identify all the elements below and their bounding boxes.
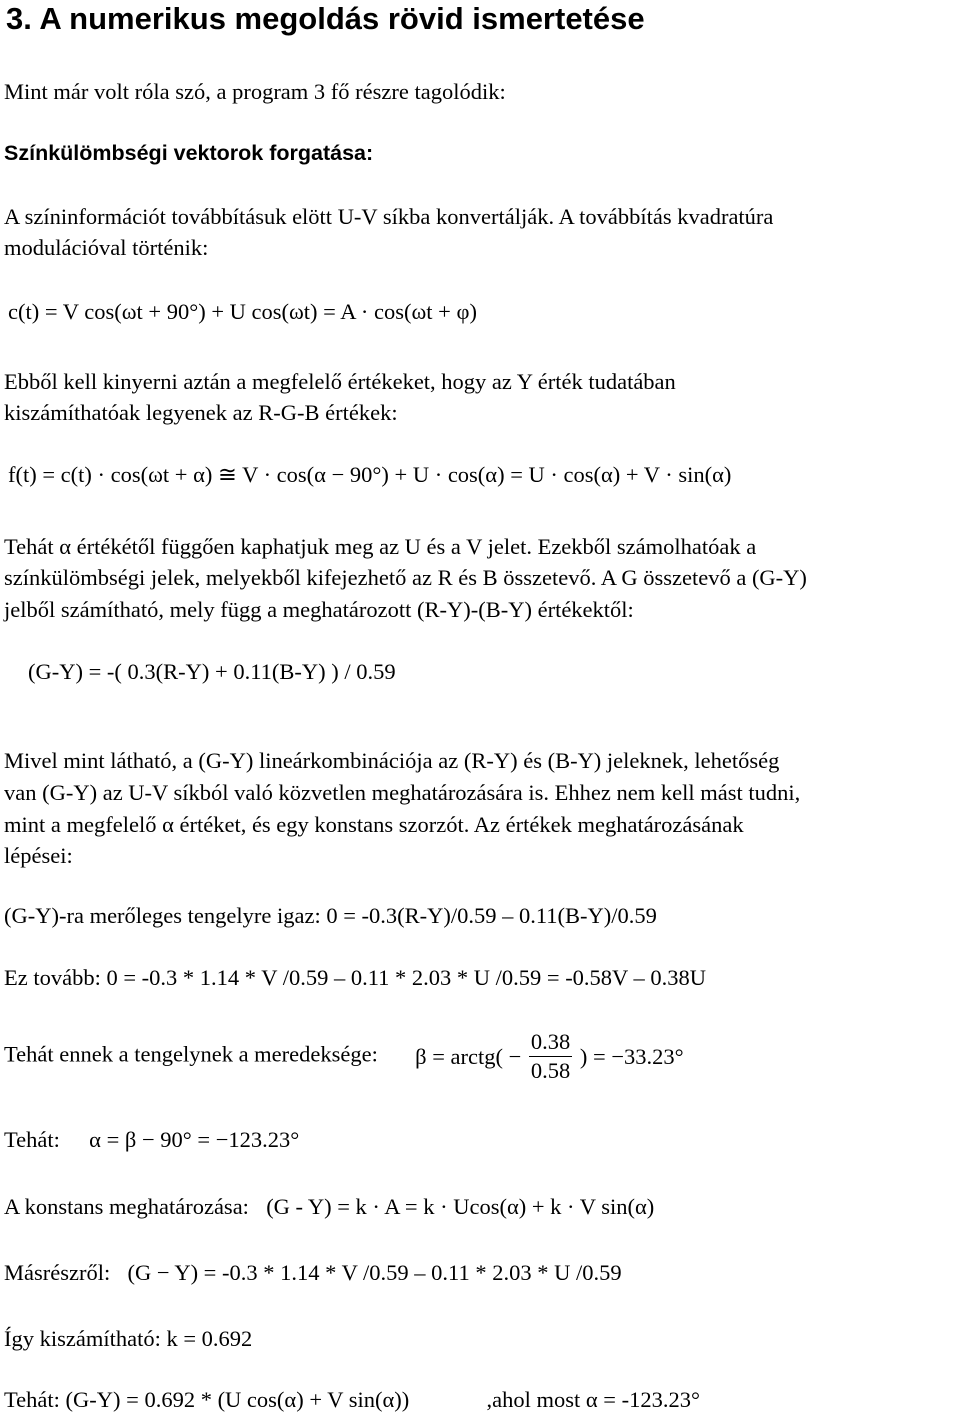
subsection-heading: Színkülömbségi vektorok forgatása: [4, 141, 374, 165]
intro-line: Mint már volt róla szó, a program 3 fő részre tagolódik: [4, 79, 506, 104]
equation-3: (G-Y) = -( 0.3(R-Y) + 0.11(B-Y) ) / 0.59 [28, 659, 396, 684]
paragraph-4-line-1: Mivel mint látható, a (G-Y) lineárkombinációja az (R-Y) és (B-Y) jeleknek, lehetőség [4, 748, 780, 773]
alpha-label: Tehát: [4, 1127, 60, 1152]
final-note: ,ahol most α = -123.23° [486, 1387, 700, 1412]
constant-label: A konstans meghatározása: [4, 1194, 249, 1219]
step-further: Ez tovább: 0 = -0.3 * 1.14 * V /0.59 – 0.11 * 2.03 * U /0.59 = -0.58V – 0.38U [4, 965, 707, 990]
paragraph-2-line-2: kiszámíthatóak legyenek az R-G-B értékek: [4, 400, 398, 425]
paragraph-4-line-2: van (G-Y) az U-V síkból való közvetlen meghatározására is. Ehhez nem kell mást tudni, [4, 780, 801, 805]
step-alpha [4, 1124, 299, 1155]
paragraph-4-line-4: lépései: [4, 843, 73, 868]
paragraph-3-line-3: jelből számítható, mely függ a meghatározott (R-Y)-(B-Y) értékektől: [4, 597, 634, 622]
slope-fraction [529, 1028, 572, 1085]
otherwise-label: Másrészről: [4, 1260, 111, 1285]
step-slope [4, 1028, 684, 1085]
alpha-formula: α = β − 90° = −123.23° [89, 1127, 300, 1152]
paragraph-4-line-3: mint a megfelelő α értéket, és egy konstans szorzót. Az értékek meghatározásának [4, 812, 744, 837]
paragraph-1-line-2: modulációval történik: [4, 235, 209, 260]
step-perpendicular-axis: (G-Y)-ra merőleges tengelyre igaz: 0 = -0.3(R-Y)/0.59 – 0.11(B-Y)/0.59 [4, 903, 657, 928]
constant-formula: (G - Y) = k · A = k · Ucos(α) + k · V sin(α) [266, 1194, 655, 1219]
paragraph-2-line-1: Ebből kell kinyerni aztán a megfelelő értékeket, hogy az Y érték tudatában [4, 369, 676, 394]
final-formula: Tehát: (G-Y) = 0.692 * (U cos(α) + V sin(α)) [4, 1387, 410, 1412]
paragraph-3-line-1: Tehát α értékétől függően kaphatjuk meg az U és a V jelet. Ezekből számolhatóak a [4, 534, 757, 559]
slope-formula-lhs: β = arctg( − [415, 1044, 522, 1069]
slope-label: Tehát ennek a tengelynek a meredeksége: [4, 1041, 378, 1067]
fraction-denominator: 0.58 [530, 1058, 571, 1083]
step-final [4, 1384, 700, 1415]
step-otherwise [4, 1257, 622, 1288]
step-k-value: Így kiszámítható: k = 0.692 [4, 1326, 253, 1351]
step-constant [4, 1191, 654, 1222]
fraction-numerator: 0.38 [530, 1029, 571, 1054]
otherwise-formula: (G − Y) = -0.3 * 1.14 * V /0.59 – 0.11 * 2.03 * U /0.59 [127, 1260, 622, 1285]
paragraph-1-line-1: A színinformációt továbbításuk elött U-V síkba konvertálják. A továbbítás kvadratúra [4, 204, 774, 229]
slope-formula-rhs: ) = −33.23° [579, 1044, 684, 1069]
paragraph-3-line-2: színkülömbségi jelek, melyekből kifejezhető az R és B összetevő. A G összetevő a (G-Y) [4, 565, 807, 590]
equation-2: f(t) = c(t) · cos(ωt + α) ≅ V · cos(α − 90°) + U · cos(α) = U · cos(α) + V · sin(α) [8, 462, 732, 487]
equation-1: c(t) = V cos(ωt + 90°) + U cos(ωt) = A · cos(ωt + φ) [8, 299, 477, 324]
section-heading: 3. A numerikus megoldás rövid ismertetése [6, 1, 645, 36]
